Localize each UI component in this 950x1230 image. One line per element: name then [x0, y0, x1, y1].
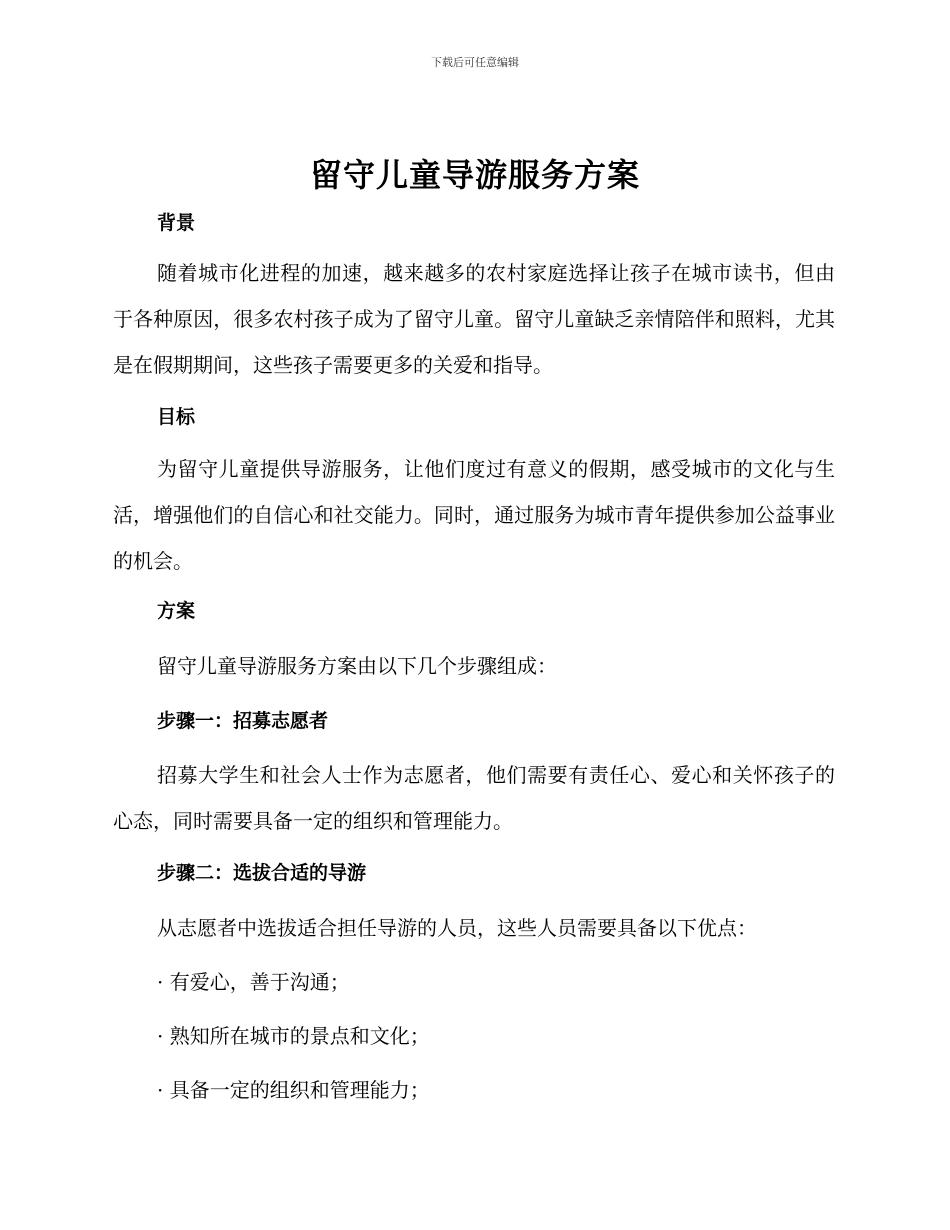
heading-background: 背景 — [157, 212, 196, 234]
paragraph-step2-intro: 从志愿者中选拔适合担任导游的人员，这些人员需要具备以下优点： — [157, 916, 757, 940]
paragraph-plan-intro: 留守儿童导游服务方案由以下几个步骤组成： — [157, 654, 557, 678]
page-header: 下载后可任意编辑 — [431, 56, 519, 69]
paragraph-background: 随着城市化进程的加速，越来越多的农村家庭选择让孩子在城市读书，但由于各种原因，很多农村孩子成为了留守儿童。留守儿童缺乏亲情陪伴和照料，尤其是在假期期间，这些孩子需要更多的关爱和指导。 — [113, 261, 835, 377]
heading-step2: 步骤二：选拔合适的导游 — [157, 862, 367, 884]
paragraph-goal: 为留守儿童提供导游服务，让他们度过有意义的假期，感受城市的文化与生活，增强他们的自信心和社交能力。同时，通过服务为城市青年提供参加公益事业的机会。 — [113, 457, 835, 573]
list-item: · 有爱心，善于沟通； — [157, 970, 350, 994]
paragraph-step1: 招募大学生和社会人士作为志愿者，他们需要有责任心、爱心和关怀孩子的心态，同时需要具备一定的组织和管理能力。 — [113, 763, 835, 833]
heading-plan: 方案 — [157, 600, 196, 622]
heading-goal: 目标 — [157, 406, 196, 428]
heading-step1: 步骤一：招募志愿者 — [157, 710, 329, 732]
list-item: · 具备一定的组织和管理能力； — [157, 1078, 430, 1102]
document-title: 留守儿童导游服务方案 — [309, 156, 640, 194]
list-item: · 熟知所在城市的景点和文化； — [157, 1024, 430, 1048]
